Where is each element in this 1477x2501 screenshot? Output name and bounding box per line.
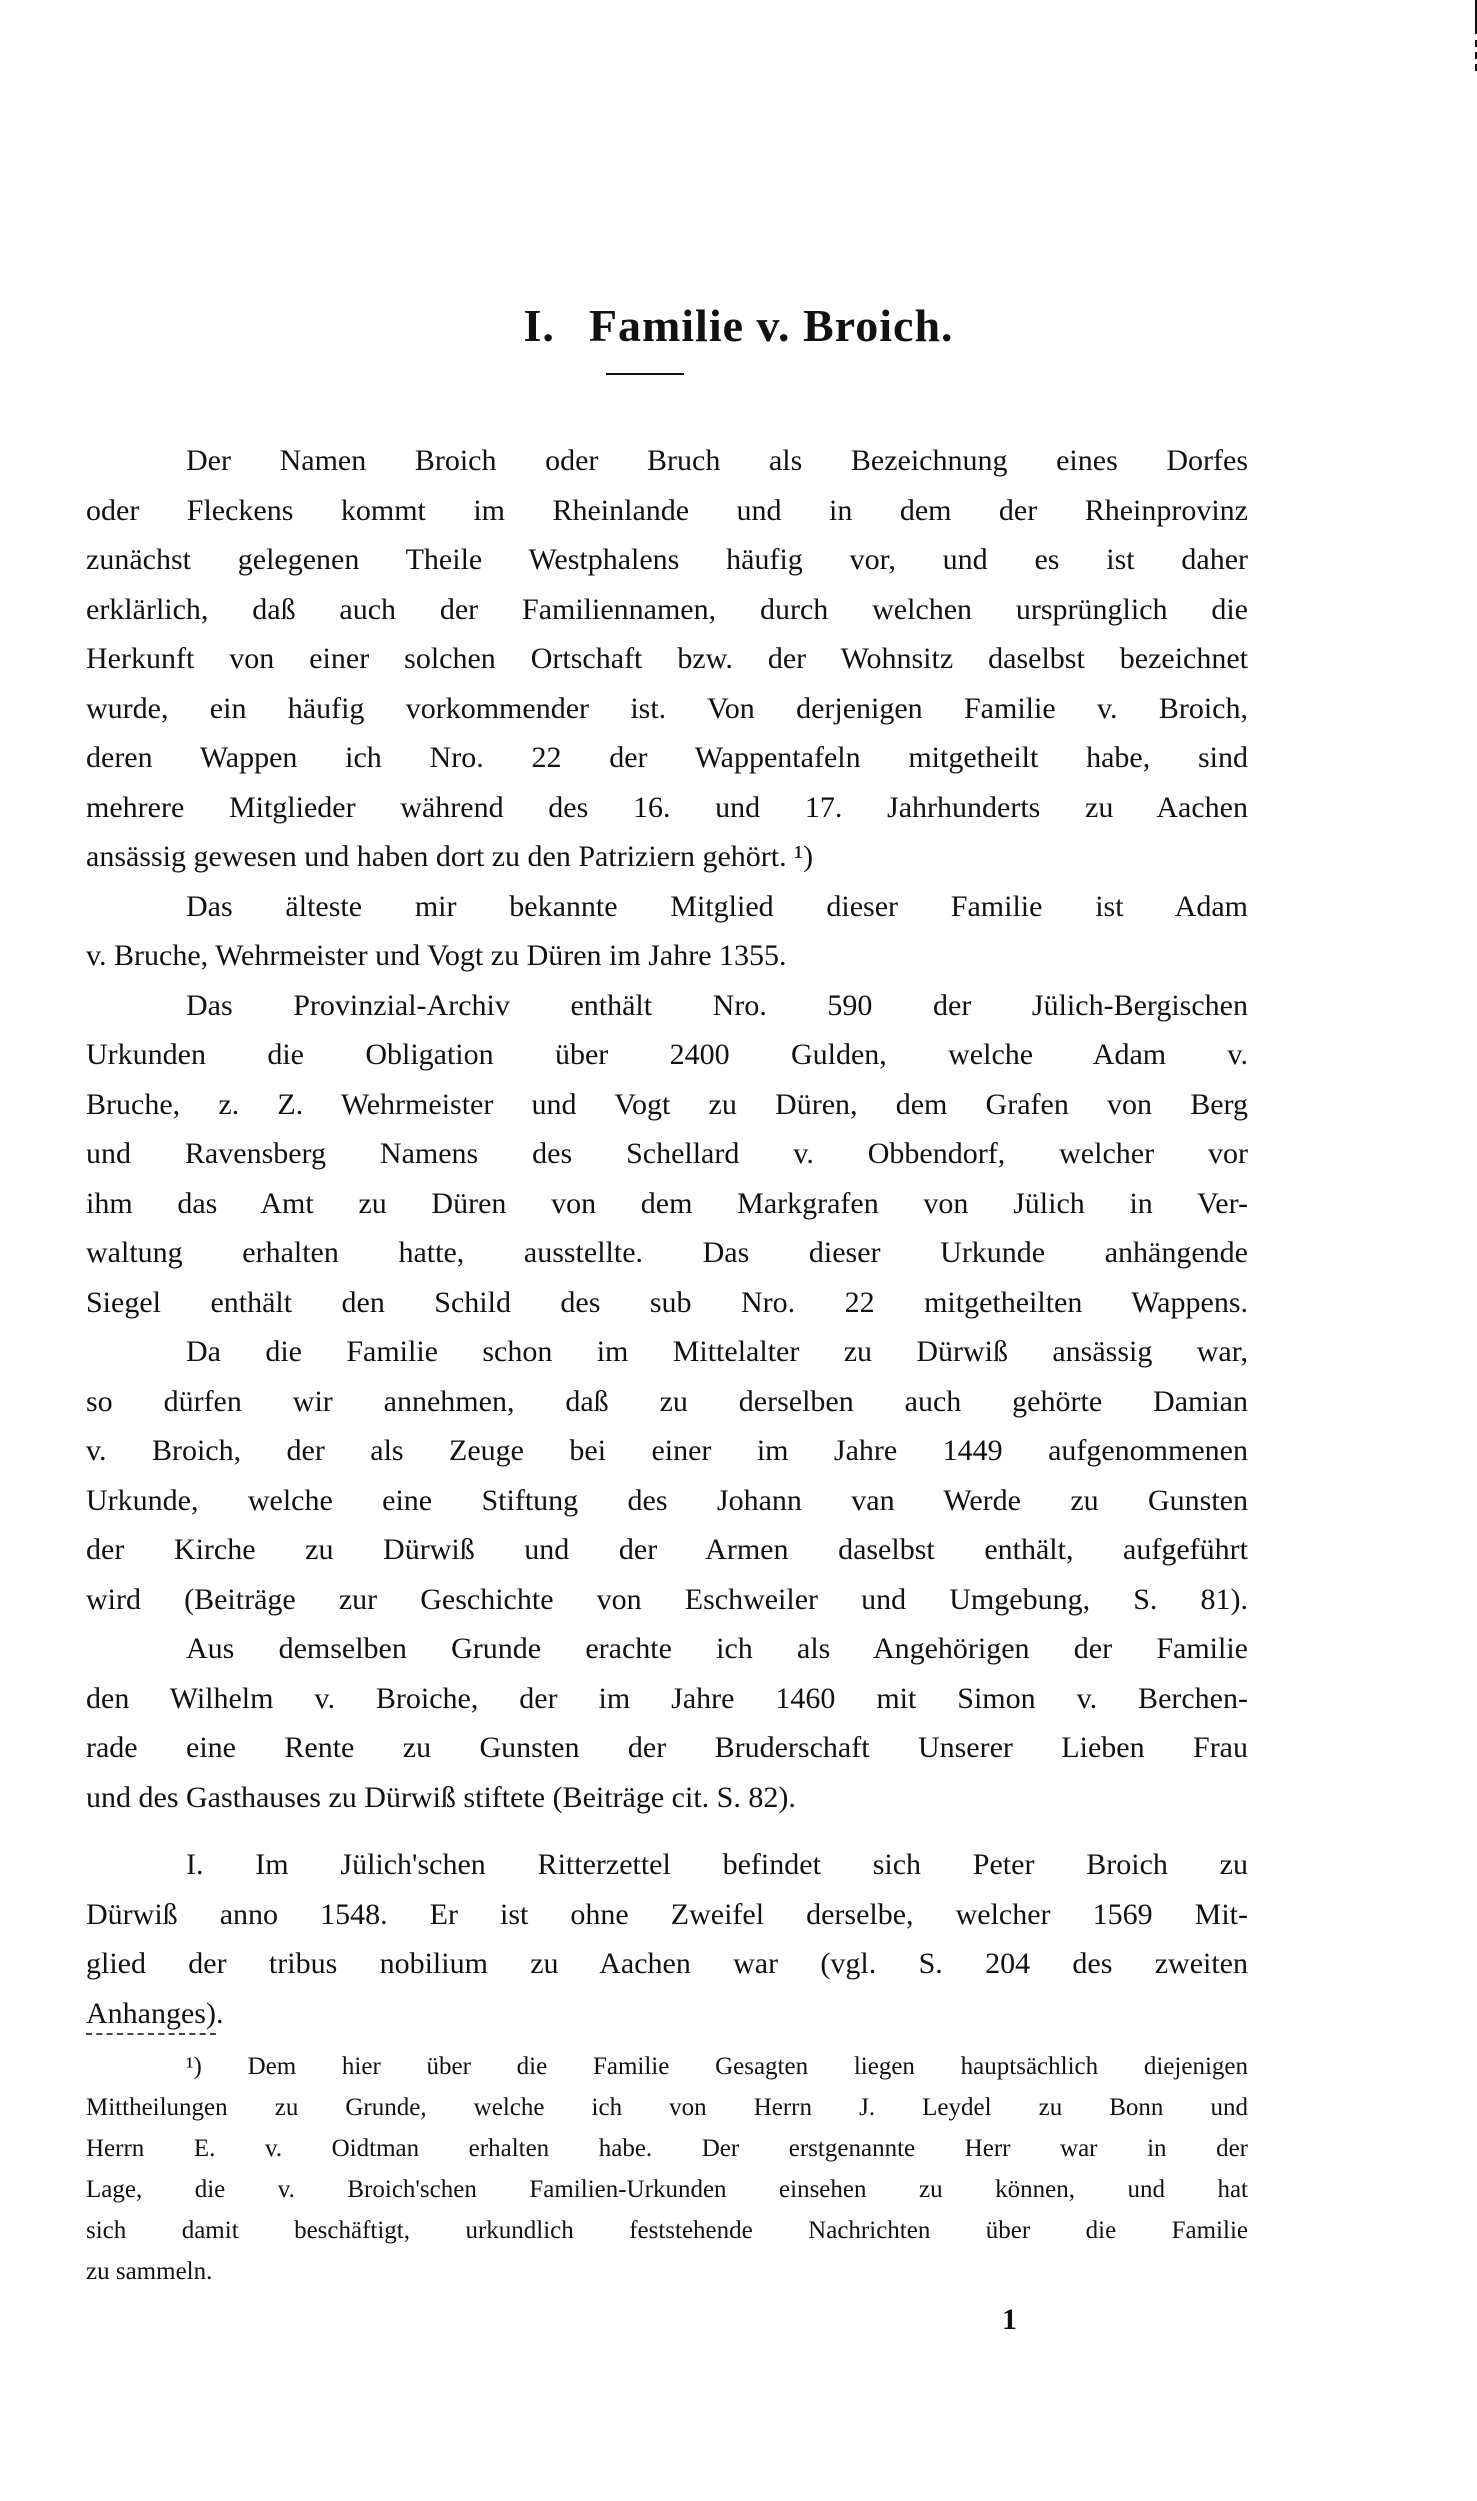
chapter-heading: [0, 299, 1477, 352]
footnote-line: zu sammeln.: [86, 2258, 213, 2285]
text-line: und Ravensberg Namens des Schellard v. Obbendorf, welcher vor: [86, 1137, 1248, 1170]
page-number: 1: [1002, 2303, 1017, 2336]
text-line: der Kirche zu Dürwiß und der Armen daselbst enthält, aufgeführt: [86, 1533, 1248, 1566]
text-line: waltung erhalten hatte, ausstellte. Das dieser Urkunde anhängende: [86, 1236, 1248, 1269]
text-line: Der Namen Broich oder Bruch als Bezeichnung eines Dorfes: [186, 444, 1248, 477]
text-line: Das älteste mir bekannte Mitglied dieser Familie ist Adam: [186, 889, 1248, 923]
text-line: Aus demselben Grunde erachte ich als Angehörigen der Familie: [186, 1632, 1248, 1665]
text-line: Herkunft von einer solchen Ortschaft bzw. der Wohnsitz daselbst bezeichnet: [86, 642, 1248, 675]
text-line: ansässig gewesen und haben dort zu den Patriziern gehört. ¹): [86, 840, 814, 873]
main-text: [86, 436, 1248, 2038]
heading-divider: [606, 373, 684, 375]
text-line: Anhanges).: [86, 1996, 224, 2030]
footnote-line: ¹) Dem hier über die Familie Gesagten liegen hauptsächlich diejenigen: [186, 2053, 1248, 2080]
text-line: Das Provinzial-Archiv enthält Nro. 590 der Jülich-Bergischen: [186, 988, 1248, 1022]
text-line: I. Im Jülich'schen Ritterzettel befindet sich Peter Broich zu: [186, 1848, 1248, 1881]
footnote: [86, 2046, 1248, 2292]
text-line: v. Broich, der als Zeuge bei einer im Jahre 1449 aufgenommenen: [86, 1434, 1248, 1467]
chapter-title: Familie v. Broich.: [588, 299, 954, 351]
text-line: deren Wappen ich Nro. 22 der Wappentafeln mitgetheilt habe, sind: [86, 741, 1248, 774]
footnote-line: sich damit beschäftigt, urkundlich feststehende Nachrichten über die Familie: [86, 2217, 1248, 2244]
footnote-line: Mittheilungen zu Grunde, welche ich von Herrn J. Leydel zu Bonn und: [86, 2094, 1248, 2121]
text-line: v. Bruche, Wehrmeister und Vogt zu Düren im Jahre 1355.: [86, 939, 787, 972]
text-line: Siegel enthält den Schild des sub Nro. 22 mitgetheilten Wappens.: [86, 1285, 1248, 1319]
text-line: so dürfen wir annehmen, daß zu derselben auch gehörte Damian: [86, 1384, 1248, 1418]
footnote-separator: [86, 2033, 216, 2036]
text-line: wurde, ein häufig vorkommender ist. Von derjenigen Familie v. Broich,: [86, 691, 1248, 725]
footnote-line: Herrn E. v. Oidtman erhalten habe. Der erstgenannte Herr war in der: [86, 2135, 1248, 2162]
chapter-number: I.: [523, 299, 555, 351]
text-line: den Wilhelm v. Broiche, der im Jahre 1460 mit Simon v. Berchen-: [86, 1681, 1248, 1715]
text-line: Bruche, z. Z. Wehrmeister und Vogt zu Düren, dem Grafen von Berg: [86, 1087, 1248, 1121]
text-line: rade eine Rente zu Gunsten der Bruderschaft Unserer Lieben Frau: [86, 1731, 1248, 1764]
text-line: Dürwiß anno 1548. Er ist ohne Zweifel derselbe, welcher 1569 Mit-: [86, 1897, 1248, 1931]
text-line: und des Gasthauses zu Dürwiß stiftete (Beiträge cit. S. 82).: [86, 1780, 796, 1814]
text-line: erklärlich, daß auch der Familiennamen, durch welchen ursprünglich die: [86, 592, 1248, 626]
text-line: ihm das Amt zu Düren von dem Markgrafen von Jülich in Ver-: [86, 1186, 1248, 1220]
text-line: oder Fleckens kommt im Rheinlande und in dem der Rheinprovinz: [86, 493, 1248, 527]
text-line: zunächst gelegenen Theile Westphalens häufig vor, und es ist daher: [86, 543, 1248, 576]
text-line: mehrere Mitglieder während des 16. und 17. Jahrhunderts zu Aachen: [86, 790, 1248, 824]
text-line: Urkunden die Obligation über 2400 Gulden, welche Adam v.: [86, 1038, 1248, 1071]
text-line: glied der tribus nobilium zu Aachen war (vgl. S. 204 des zweiten: [86, 1947, 1248, 1980]
text-line: Urkunde, welche eine Stiftung des Johann van Werde zu Gunsten: [86, 1483, 1248, 1517]
text-line: Da die Familie schon im Mittelalter zu Dürwiß ansässig war,: [186, 1335, 1248, 1368]
footnote-line: Lage, die v. Broich'schen Familien-Urkunden einsehen zu können, und hat: [86, 2176, 1248, 2203]
text-line: wird (Beiträge zur Geschichte von Eschweiler und Umgebung, S. 81).: [86, 1582, 1248, 1616]
paragraph-gap: [86, 1822, 1248, 1840]
